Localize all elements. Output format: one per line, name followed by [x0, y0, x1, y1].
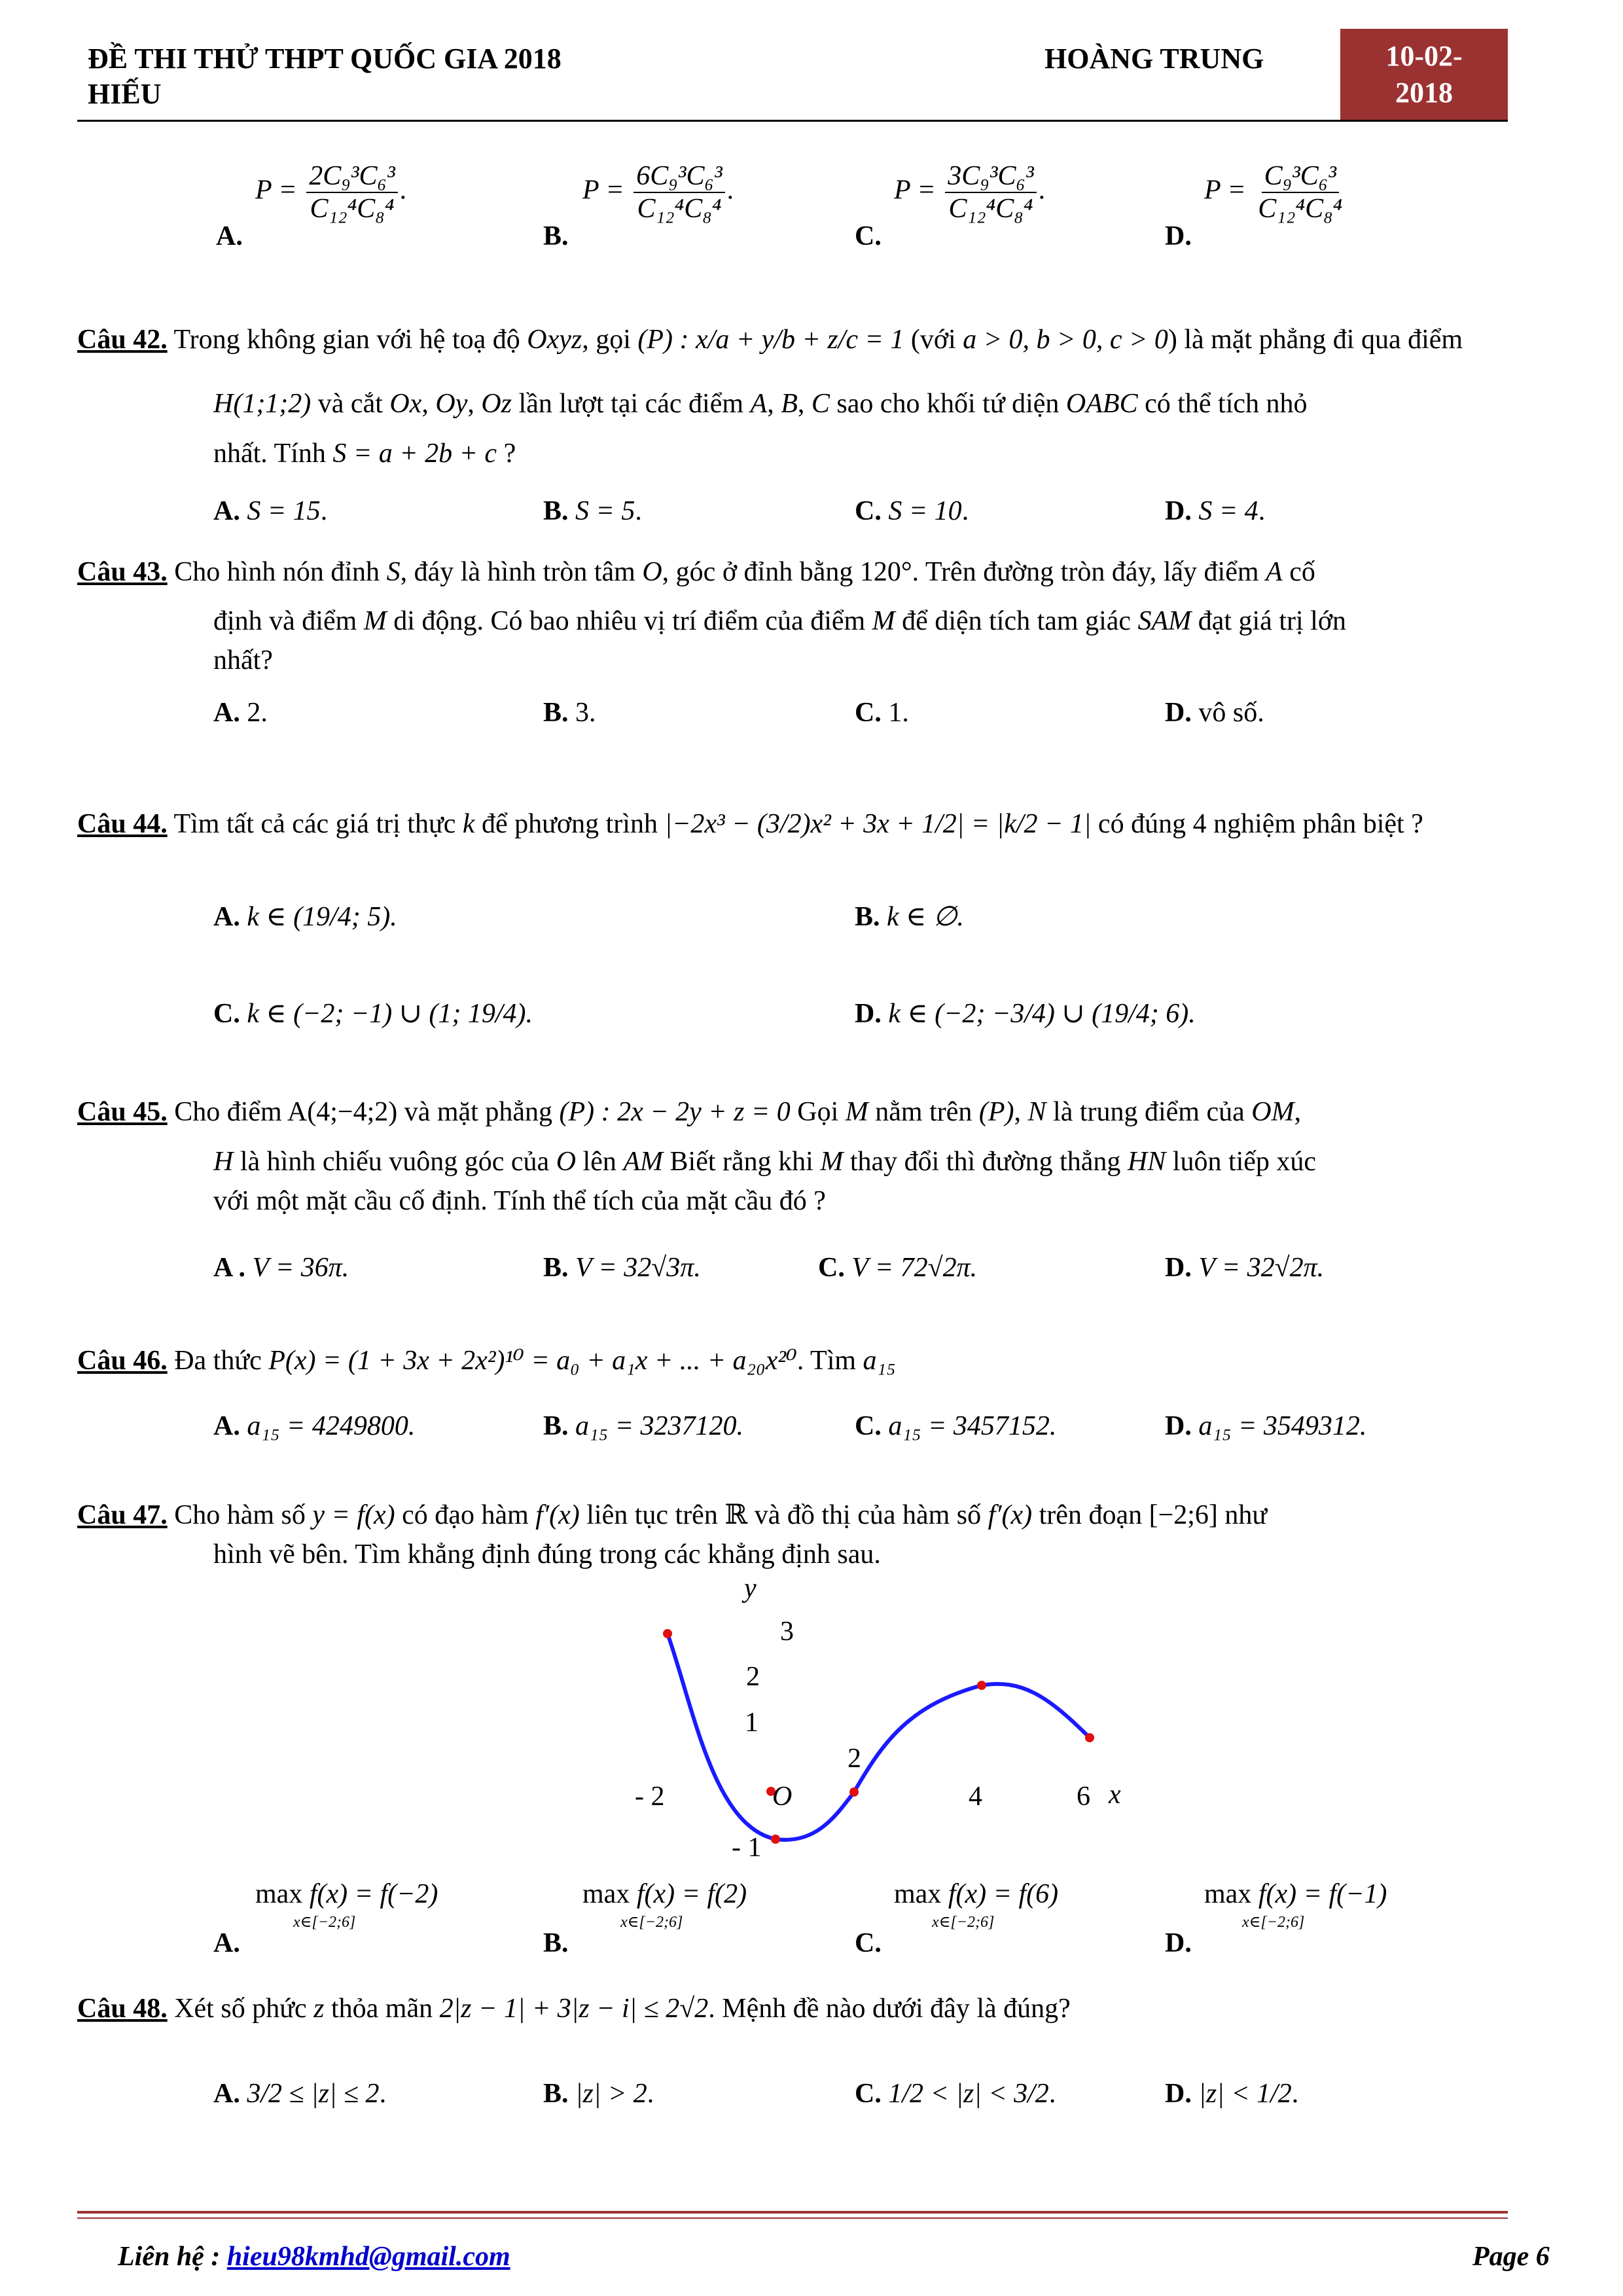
q47-option-a: max f(x) = f(−2) [255, 1879, 438, 1909]
q47-graph-y-label: y [744, 1573, 757, 1604]
q47-graph-label-neg2: - 2 [635, 1782, 665, 1812]
q47-graph-label-neg1: - 1 [732, 1833, 762, 1863]
q45-line2: H là hình chiếu vuông góc của O lên AM Biết rằng khi M thay đổi thì đường thẳng HN luôn tiếp xúc [213, 1147, 1317, 1177]
q47-graph-point-end [1085, 1733, 1094, 1742]
q41-option-b: P = $\frac{\text{6C₉³C₆³}}{\text{C₁₂⁴C₈⁴}}$ . [582, 161, 735, 224]
q47-option-a-sub: x∈[−2;6] [293, 1914, 356, 1931]
q47-graph-point-x2 [849, 1787, 859, 1797]
footer-page-number: Page 6 [1472, 2242, 1550, 2272]
header-date-box [1340, 29, 1508, 120]
q44-option-c: C. k ∈ (−2; −1) ∪ (1; 19/4). [213, 999, 533, 1029]
q48-number: Câu 48. [77, 1994, 168, 2024]
q41-option-c-label: C. [855, 221, 882, 251]
q47-option-a-label: A. [213, 1928, 240, 1958]
q44-line1: Câu 44. Tìm tất cả các giá trị thực k để phương trình |−2x³ − (3/2)x² + 3x + 1/2| = |k/2 − 1| có đúng 4 nghiệm phân biệt ? [77, 809, 1423, 839]
q47-graph-curve [668, 1634, 1090, 1840]
q47-graph-origin: O [772, 1782, 793, 1812]
q46-option-c: C. a₁₅ = 3457152. [855, 1411, 1057, 1441]
q47-graph [615, 1571, 1152, 1872]
q41-option-b-label: B. [543, 221, 569, 251]
q43-option-d: D. vô số. [1165, 698, 1264, 728]
q43-number: Câu 43. [77, 557, 168, 587]
q45-option-a: A . V = 36π. [213, 1253, 349, 1283]
header-author: HOÀNG TRUNG [1044, 43, 1264, 75]
footer-email-link[interactable]: hieu98kmhd@gmail.com [226, 2242, 510, 2272]
footer-divider-thin [77, 2217, 1508, 2219]
q47-graph-label-4: 4 [969, 1782, 982, 1812]
q44-option-d: D. k ∈ (−2; −3/4) ∪ (19/4; 6). [855, 999, 1196, 1029]
q45-option-d: D. V = 32√2π. [1165, 1253, 1325, 1283]
q47-line2: hình vẽ bên. Tìm khẳng định đúng trong các khẳng định sau. [213, 1539, 881, 1570]
footer-contact [118, 2238, 510, 2275]
q47-number: Câu 47. [77, 1500, 168, 1530]
q41-option-a: P = $\frac{\text{2C₉³C₆³}}{\text{C₁₂⁴C₈⁴}}$ . [255, 161, 408, 224]
q45-option-b: B. V = 32√3π. [543, 1253, 701, 1283]
q47-graph-point-min [771, 1835, 780, 1844]
q47-graph-label-6: 6 [1077, 1782, 1090, 1812]
q43-line3: nhất? [213, 645, 273, 675]
q48-option-c: C. 1/2 < |z| < 3/2. [855, 2079, 1056, 2109]
q42-option-b: B. S = 5. [543, 496, 642, 526]
q41-option-d: P = $\frac{\text{C₉³C₆³}}{\text{C₁₂⁴C₈⁴}}$ [1204, 161, 1343, 224]
q41-option-d-label: D. [1165, 221, 1192, 251]
q47-option-b: max f(x) = f(2) [582, 1879, 747, 1909]
q47-graph-point-max [977, 1681, 986, 1690]
q42-line2: H(1;1;2) và cắt Ox, Oy, Oz lần lượt tại các điểm A, B, C sao cho khối tứ diện OABC có thể tích nhỏ [213, 389, 1308, 419]
header-title-line1: ĐỀ THI THỬ THPT QUỐC GIA 2018 [88, 43, 562, 75]
q48-option-b: B. |z| > 2. [543, 2079, 654, 2109]
q46-number: Câu 46. [77, 1346, 168, 1376]
header-date-line1: 10-02- [1385, 40, 1463, 72]
q45-line3: với một mặt cầu cố định. Tính thể tích của mặt cầu đó ? [213, 1186, 826, 1216]
q47-option-d-label: D. [1165, 1928, 1192, 1958]
q42-option-a: A. S = 15. [213, 496, 328, 526]
q41-option-a-label: A. [216, 221, 243, 251]
q47-graph-label-2: 2 [746, 1662, 760, 1692]
q47-option-b-sub: x∈[−2;6] [620, 1914, 683, 1931]
q43-option-b: B. 3. [543, 698, 596, 728]
q44-option-a: A. k ∈ (19/4; 5). [213, 902, 397, 932]
q45-option-c: C. V = 72√2π. [818, 1253, 978, 1283]
q42-number: Câu 42. [77, 325, 168, 355]
q41-option-c: P = $\frac{\text{3C₉³C₆³}}{\text{C₁₂⁴C₈⁴}}$ . [894, 161, 1046, 224]
q42-line1: Câu 42. Trong không gian với hệ toạ độ Oxyz, gọi (P) : x/a + y/b + z/c = 1 (với a > 0, b > 0, c > 0) là mặt phẳng đi qua điểm [77, 325, 1463, 355]
q42-line3: nhất. Tính S = a + 2b + c ? [213, 439, 516, 469]
q44-option-b: B. k ∈ ∅. [855, 902, 964, 932]
q46-option-d: D. a₁₅ = 3549312. [1165, 1411, 1367, 1441]
q47-option-d: max f(x) = f(−1) [1204, 1879, 1387, 1909]
footer-divider-thick [77, 2211, 1508, 2214]
q46-option-a: A. a₁₅ = 4249800. [213, 1411, 416, 1441]
q44-number: Câu 44. [77, 809, 168, 839]
q48-line1: Câu 48. Xét số phức z thỏa mãn 2|z − 1| + 3|z − i| ≤ 2√2. Mệnh đề nào dưới đây là đúng? [77, 1994, 1071, 2024]
q45-number: Câu 45. [77, 1097, 168, 1127]
q48-option-a: A. 3/2 ≤ |z| ≤ 2. [213, 2079, 387, 2109]
q47-line1: Câu 47. Cho hàm số y = f(x) có đạo hàm f′(x) liên tục trên ℝ và đồ thị của hàm số f′(x) trên đoạn [−2;6] như [77, 1500, 1268, 1530]
q47-option-c-label: C. [855, 1928, 882, 1958]
q47-graph-x-label: x [1109, 1780, 1121, 1810]
q47-option-c-sub: x∈[−2;6] [932, 1914, 995, 1931]
q47-graph-label-x2: 2 [847, 1744, 861, 1774]
q47-graph-label-3: 3 [780, 1617, 794, 1647]
q43-line1: Câu 43. Cho hình nón đỉnh S, đáy là hình tròn tâm O, góc ở đỉnh bằng 120°. Trên đường tròn đáy, lấy điểm A cố [77, 557, 1315, 587]
q43-option-c: C. 1. [855, 698, 909, 728]
q47-graph-point-start [663, 1629, 672, 1638]
q48-option-d: D. |z| < 1/2. [1165, 2079, 1299, 2109]
q42-option-d: D. S = 4. [1165, 496, 1266, 526]
q47-option-d-sub: x∈[−2;6] [1242, 1914, 1305, 1931]
q47-option-b-label: B. [543, 1928, 569, 1958]
q46-option-b: B. a₁₅ = 3237120. [543, 1411, 744, 1441]
q47-option-c: max f(x) = f(6) [894, 1879, 1059, 1909]
q47-graph-label-1: 1 [745, 1708, 758, 1738]
q42-option-c: C. S = 10. [855, 496, 969, 526]
q45-line1: Câu 45. Cho điểm A(4;−4;2) và mặt phẳng (P) : 2x − 2y + z = 0 Gọi M nằm trên (P), N là trung điểm của OM, [77, 1097, 1302, 1127]
footer-contact-label: Liên hệ : [118, 2242, 221, 2272]
header-date-line2: 2018 [1395, 77, 1453, 109]
q46-line1: Câu 46. Đa thức P(x) = (1 + 3x + 2x²)¹⁰ = a₀ + a₁x + ... + a₂₀x²⁰. Tìm a₁₅ [77, 1346, 896, 1376]
header-title-line2: HIẾU [88, 78, 162, 110]
q43-line2: định và điểm M di động. Có bao nhiêu vị trí điểm của điểm M để diện tích tam giác SAM đạt giá trị lớn [213, 606, 1347, 636]
header-divider [77, 120, 1508, 122]
q43-option-a: A. 2. [213, 698, 268, 728]
